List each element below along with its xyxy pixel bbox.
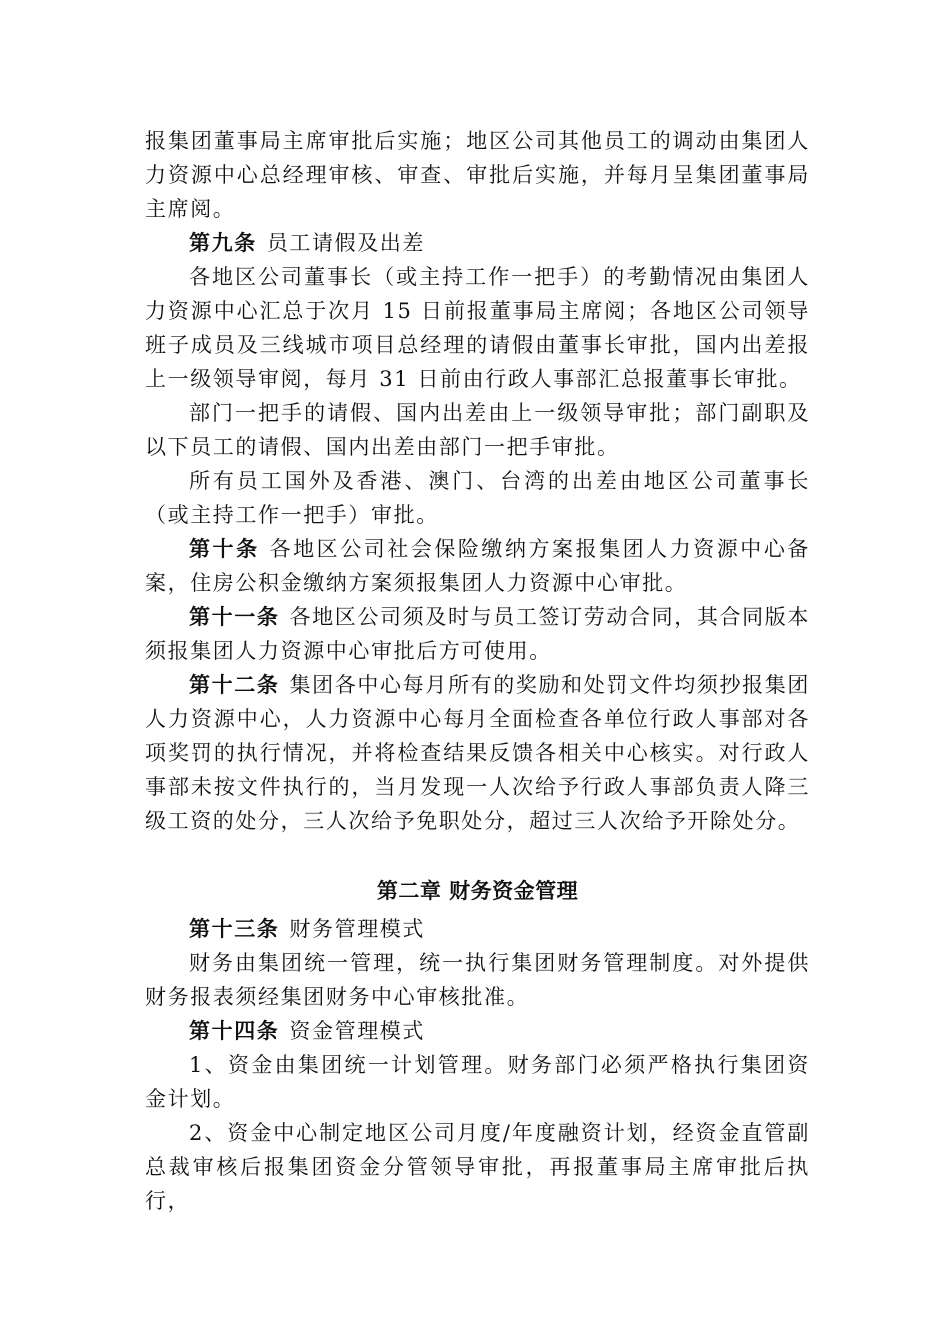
article-label: 第十一条 xyxy=(189,605,280,629)
paragraph-department-leave: 部门一把手的请假、国内出差由上一级领导审批；部门副职及以下员工的请假、国内出差由部门一把手审批。 xyxy=(145,401,810,459)
article-11 xyxy=(145,600,810,668)
list-item-2: 2、资金中心制定地区公司月度/年度融资计划，经资金直管副总裁审核后报集团资金分管领导审批，再报董事局主席审批后执行， xyxy=(145,1121,810,1213)
paragraph-continuation: 报集团董事局主席审批后实施；地区公司其他员工的调动由集团人力资源中心总经理审核、审查、审批后实施，并每月呈集团董事局主席阅。 xyxy=(145,129,810,221)
chapter-title: 第二章 财务资金管理 xyxy=(376,879,579,903)
paragraph-attendance: 各地区公司董事长（或主持工作一把手）的考勤情况由集团人力资源中心汇总于次月 15 日前报董事局主席阅；各地区公司领导班子成员及三线城市项目总经理的请假由董事长审批，国内出差报上一级领导审阅，每月 31 日前由行政人事部汇总报董事长审批。 xyxy=(145,265,810,391)
article-label: 第十四条 xyxy=(189,1019,280,1043)
article-title: 资金管理模式 xyxy=(289,1019,426,1043)
article-9-heading xyxy=(145,226,810,260)
article-label: 第十三条 xyxy=(189,917,280,941)
document-page xyxy=(145,124,810,1218)
article-12 xyxy=(145,668,810,838)
article-14-heading xyxy=(145,1014,810,1048)
article-label: 第十二条 xyxy=(189,673,280,697)
article-title: 财务管理模式 xyxy=(289,917,426,941)
list-item-1: 1、资金由集团统一计划管理。财务部门必须严格执行集团资金计划。 xyxy=(145,1053,810,1111)
article-10 xyxy=(145,532,810,600)
article-text: 各地区公司须及时与员工签订劳动合同，其合同版本须报集团人力资源中心审批后方可使用。 xyxy=(145,605,810,663)
article-text: 各地区公司社会保险缴纳方案报集团人力资源中心备案，住房公积金缴纳方案须报集团人力资源中心审批。 xyxy=(145,537,810,595)
article-label: 第九条 xyxy=(189,231,257,255)
paragraph-finance-mode: 财务由集团统一管理，统一执行集团财务管理制度。对外提供财务报表须经集团财务中心审核批准。 xyxy=(145,951,810,1009)
paragraph-overseas-travel: 所有员工国外及香港、澳门、台湾的出差由地区公司董事长（或主持工作一把手）审批。 xyxy=(145,469,810,527)
article-13-heading xyxy=(145,912,810,946)
article-label: 第十条 xyxy=(189,537,260,561)
article-title: 员工请假及出差 xyxy=(266,231,426,255)
article-text: 集团各中心每月所有的奖励和处罚文件均须抄报集团人力资源中心，人力资源中心每月全面检查各单位行政人事部对各项奖罚的执行情况，并将检查结果反馈各相关中心核实。对行政人事部未按文件执行的，当月发现一人次给予行政人事部负责人降三级工资的处分，三人次给予免职处分，超过三人次给予开除处分。 xyxy=(145,673,810,833)
